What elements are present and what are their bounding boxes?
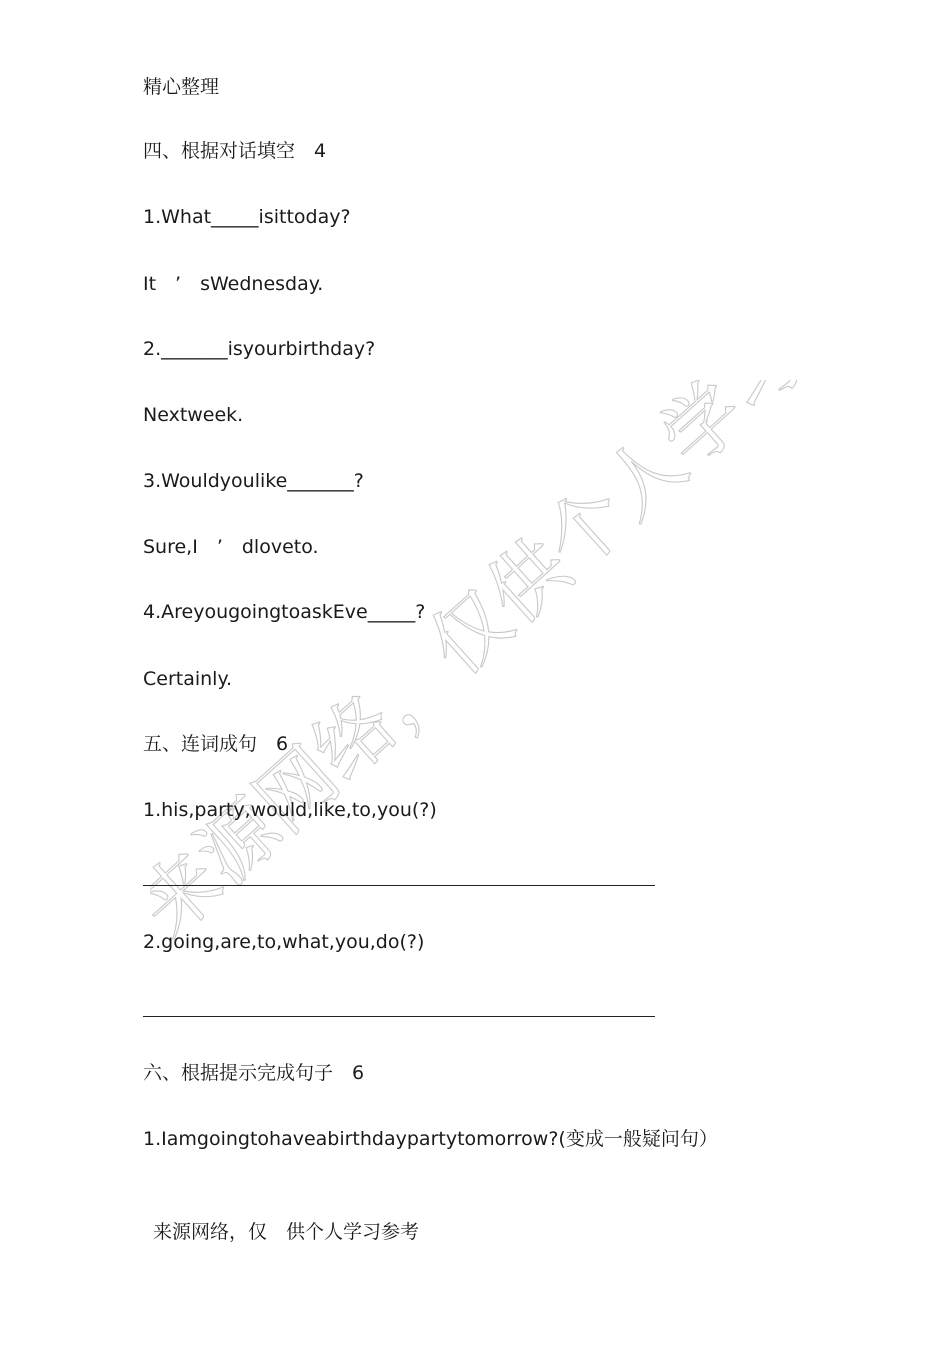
section-5-item-1: 1.his,party,would,like,to,you(?) <box>143 799 437 821</box>
page-footer: 来源网络，仅 供个人学习参考 <box>153 1221 420 1243</box>
section-4-question-3: 3.Wouldyoulike_______? <box>143 470 364 492</box>
section-4-answer-3: Sure,I ’ dloveto. <box>143 536 319 558</box>
section-5-item-2: 2.going,are,to,what,you,do(?) <box>143 931 425 953</box>
answer-line <box>143 885 655 886</box>
section-4-question-2: 2._______isyourbirthday? <box>143 338 376 360</box>
section-6-title: 六、根据提示完成句子 6 <box>143 1062 365 1084</box>
section-4-question-4: 4.AreyougoingtoaskEve_____? <box>143 601 426 623</box>
section-6-item-1: 1.Iamgoingtohaveabirthdaypartytomorrow?(变成一般疑问句） <box>143 1128 718 1150</box>
page-header: 精心整理 <box>143 76 220 98</box>
answer-line <box>143 1016 655 1017</box>
watermark-text: 来源网络，仅供个人学习参考 <box>150 380 830 955</box>
section-5-title: 五、连词成句 6 <box>143 733 289 755</box>
section-4-answer-4: Certainly. <box>143 668 233 690</box>
section-4-answer-1: It ’ sWednesday. <box>143 273 324 295</box>
section-4-question-1: 1.What_____isittoday? <box>143 206 351 228</box>
section-4-answer-2: Nextweek. <box>143 404 244 426</box>
section-4-title: 四、根据对话填空 4 <box>143 140 327 162</box>
